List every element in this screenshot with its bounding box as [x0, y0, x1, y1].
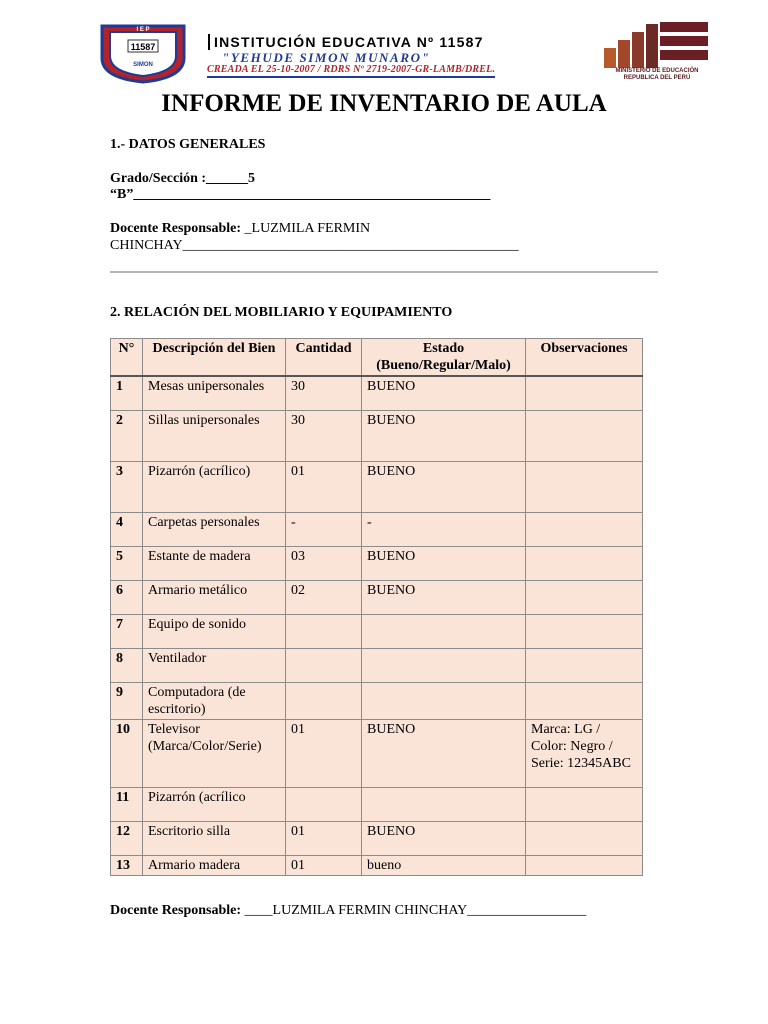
section1-heading: 1.- DATOS GENERALES	[110, 137, 266, 152]
row-status	[362, 682, 526, 719]
grado-seccion-cont: “B”___________________________________________________	[110, 187, 491, 202]
table-row	[111, 682, 643, 719]
school-crest-logo	[98, 22, 188, 84]
row-number: 13	[111, 855, 143, 875]
school-motto: "YEHUDE SIMON MUNARO"	[222, 50, 431, 65]
row-quantity: 01	[286, 461, 362, 512]
row-observations	[526, 787, 643, 821]
row-quantity: 30	[286, 410, 362, 461]
row-number: 11	[111, 787, 143, 821]
row-observations	[526, 546, 643, 580]
table-row	[111, 546, 643, 580]
row-quantity: 01	[286, 855, 362, 875]
row-description: Mesas unipersonales	[143, 376, 286, 410]
row-observations	[526, 648, 643, 682]
table-row	[111, 580, 643, 614]
footer-value: ____LUZMILA FERMIN CHINCHAY_________________	[241, 903, 587, 918]
row-description: Sillas unipersonales	[143, 410, 286, 461]
row-description: Escritorio silla	[143, 821, 286, 855]
row-quantity	[286, 614, 362, 648]
document-title: INFORME DE INVENTARIO DE AULA	[161, 90, 607, 117]
row-observations	[526, 461, 643, 512]
docente-responsable	[110, 221, 370, 237]
row-quantity	[286, 787, 362, 821]
crest-number: 11587	[130, 42, 156, 52]
table-row	[111, 855, 643, 875]
row-number: 7	[111, 614, 143, 648]
footer-signature	[110, 903, 586, 919]
table-row	[111, 821, 643, 855]
section2-heading: 2. RELACIÓN DEL MOBILIARIO Y EQUIPAMIENTO	[110, 305, 453, 320]
row-description: Ventilador	[143, 648, 286, 682]
row-status: BUENO	[362, 580, 526, 614]
row-description: Armario metálico	[143, 580, 286, 614]
inventory-table	[110, 338, 643, 876]
col-header-description: Descripción del Bien	[143, 339, 286, 377]
row-status	[362, 614, 526, 648]
docente-value: _LUZMILA FERMIN	[241, 221, 371, 236]
row-number: 4	[111, 512, 143, 546]
row-quantity: 02	[286, 580, 362, 614]
row-description: Carpetas personales	[143, 512, 286, 546]
row-number: 3	[111, 461, 143, 512]
table-row	[111, 787, 643, 821]
row-quantity: 03	[286, 546, 362, 580]
table-header-row	[111, 339, 643, 377]
row-observations: Marca: LG / Color: Negro / Serie: 12345ABC	[526, 719, 643, 787]
row-observations	[526, 855, 643, 875]
row-quantity: 01	[286, 719, 362, 787]
row-status: BUENO	[362, 821, 526, 855]
ministry-caption	[598, 68, 716, 82]
row-status	[362, 787, 526, 821]
row-observations	[526, 682, 643, 719]
row-description: Pizarrón (acrílico)	[143, 461, 286, 512]
table-row	[111, 719, 643, 787]
row-quantity	[286, 682, 362, 719]
row-observations	[526, 821, 643, 855]
row-number: 2	[111, 410, 143, 461]
row-status: BUENO	[362, 719, 526, 787]
row-observations	[526, 614, 643, 648]
row-number: 5	[111, 546, 143, 580]
row-status	[362, 648, 526, 682]
ministry-line1: MINISTERIO DE EDUCACIÓN	[615, 68, 699, 74]
docente-label: Docente Responsable:	[110, 221, 242, 236]
divider	[110, 271, 658, 273]
docente-value-cont: CHINCHAY________________________________________________	[110, 238, 519, 253]
row-quantity	[286, 648, 362, 682]
school-name: INSTITUCIÓN EDUCATIVA Nº 11587	[208, 34, 484, 50]
row-quantity: -	[286, 512, 362, 546]
row-status: bueno	[362, 855, 526, 875]
row-number: 8	[111, 648, 143, 682]
school-resolution: CREADA EL 25-10-2007 / RDRS Nº 2719-2007-GR-LAMB/DREL.	[207, 64, 495, 78]
ministry-line2: REPUBLICA DEL PERÚ	[623, 75, 691, 81]
crest-top-letters: I E P	[136, 27, 150, 33]
row-description: Equipo de sonido	[143, 614, 286, 648]
row-status: BUENO	[362, 376, 526, 410]
row-description: Televisor (Marca/Color/Serie)	[143, 719, 286, 787]
row-quantity: 01	[286, 821, 362, 855]
row-status: BUENO	[362, 410, 526, 461]
row-number: 6	[111, 580, 143, 614]
row-number: 1	[111, 376, 143, 410]
row-description: Armario madera	[143, 855, 286, 875]
row-quantity: 30	[286, 376, 362, 410]
table-row	[111, 376, 643, 410]
col-header-observations: Observaciones	[526, 339, 643, 377]
row-observations	[526, 376, 643, 410]
grado-seccion: Grado/Sección :______5	[110, 171, 256, 186]
row-observations	[526, 410, 643, 461]
table-row	[111, 410, 643, 461]
row-description: Computadora (de escritorio)	[143, 682, 286, 719]
col-header-quantity: Cantidad	[286, 339, 362, 377]
table-row	[111, 512, 643, 546]
row-description: Pizarrón (acrílico	[143, 787, 286, 821]
table-row	[111, 461, 643, 512]
row-observations	[526, 512, 643, 546]
row-status: BUENO	[362, 546, 526, 580]
row-status: BUENO	[362, 461, 526, 512]
row-status: -	[362, 512, 526, 546]
ministry-logo	[600, 20, 712, 68]
row-number: 10	[111, 719, 143, 787]
row-number: 12	[111, 821, 143, 855]
table-row	[111, 648, 643, 682]
col-header-number: N°	[111, 339, 143, 377]
col-header-status: Estado (Bueno/Regular/Malo)	[362, 339, 526, 377]
table-row	[111, 614, 643, 648]
row-number: 9	[111, 682, 143, 719]
footer-label: Docente Responsable:	[110, 903, 242, 918]
crest-caption: SIMON	[133, 62, 153, 68]
row-description: Estante de madera	[143, 546, 286, 580]
row-observations	[526, 580, 643, 614]
